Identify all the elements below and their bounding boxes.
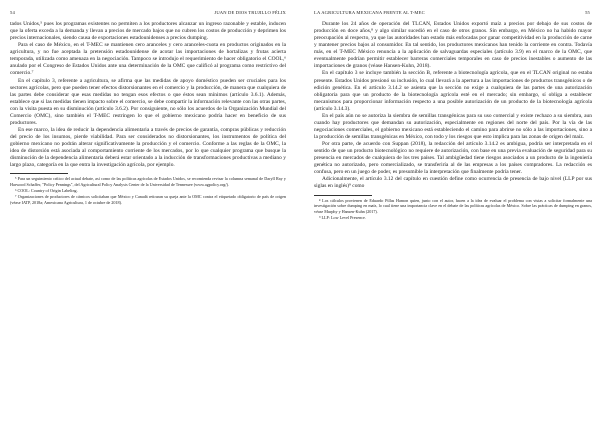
footnote: ⁷ Organizaciones de productores de cárnicos solicitaban que México y Canadá retiraran su queja ante la OMC contra el etiquetado obligatorio de país de origen (véase IATP, 2018a; Amexicana Agricultura, 1 de octubre de 2018). xyxy=(10,194,286,205)
footnote: ⁶ COOL: Country of Origin Labeling. xyxy=(15,188,78,194)
footnotes xyxy=(10,176,286,205)
footnote-rule xyxy=(314,195,372,196)
paragraph: En el capítulo 3 se incluye también la sección B, referente a biotecnología agrícola, que en el TLCAN original no estaba presente. Estados Unidos presionó su inclusión, lo cual llevará a la apertura a las importaciones de productos transgénicos o de edición genética. En el artículo 3.14.2 se asienta que la sección no exige a cualquiera de las partes de una autorización obligatoria para que un producto de la biotecnología agrícola esté en el mercado; sin embargo, sí obliga a establecer mecanismos para proporcionar información respecto a una posible autorización de un producto de la biotecnología agrícola (artículo 3.14.3). xyxy=(314,70,592,112)
paragraph: tados Unidos,⁵ pues los programas existentes no permiten a los productores alcanzar un ingreso razonable y estable, inducen que la oferta exceda a la demanda y llevan a precios de mercado bajos que no cubren los costos de producción y deprimen los precios internacionales, siendo causa de exportaciones estadounidenses a precios dumping. xyxy=(10,21,286,42)
footnote: ⁸ Los cálculos provienen de Eduardo Pillas Hamon quien, junto con el autor, hacen a la idea de evaluar el problema con vistas a solicitar formalmente una investigación sobre dumping en maíz, lo cual tiene una importancia clave en el debate de las políticas agrícolas de México. Sobre las prácticas de dumping en granos, véase Murphy y Hansen-Kuhn (2017). xyxy=(314,197,592,214)
footnotes xyxy=(314,198,592,221)
running-head: JUAN DE DIOS TRUJILLO FÉLIX xyxy=(214,10,286,15)
running-head: LA AGRICULTURA MEXICANA FRENTE AL T-MEC xyxy=(314,10,425,15)
paragraph: En ese marco, la idea de reducir la dependencia alimentaria a través de precios de garantía, compras públicas y reducción del precio de los insumos, pierde viabilidad. Para ser considerados no distorsionantes, los instrumentos de política del gobierno mexicano no podrán alterar significativamente la producción y el comercio. Conforme a las reglas de la OMC, la idea de distorsión está asociada al comportamiento corriente de los mercados, por lo que cualquier programa que busque la disminución de la dependencia alimentaria deberá estar orientado a la inducción de transformaciones productivas a mediano y largo plazo, categoría en la que entra la investigación agrícola, por ejemplo. xyxy=(10,126,286,169)
footnote-rule xyxy=(10,173,68,174)
paragraph: Adicionalmente, el artículo 3.12 del capítulo en cuestión define como ocurrencia de presencia de bajo nivel (LLP por sus siglas en inglés)⁹ como xyxy=(314,176,592,190)
page-number: 54 xyxy=(10,10,15,15)
right-page xyxy=(300,0,600,431)
body-text xyxy=(10,21,286,169)
footnote: ⁹ LLP: Low Level Presence. xyxy=(319,214,366,220)
body-text xyxy=(314,21,592,191)
footnote: ⁵ Para un seguimiento crítico del actual debate, así como de las políticas agrícolas de Estados Unidos, se recomienda revisar la columna semanal de Daryll Ray y Harwood Schaffer, "Policy Pennings", del Agricultural Policy Analysis Center de la Universidad de Tennessee (www.agpolicy.org/). xyxy=(10,176,286,187)
page-number: 55 xyxy=(585,10,590,15)
paragraph: En el país aún no se autoriza la siembra de semillas transgénicas para su uso comercial y existe rechazo a su siembra, aun cuando hay productores que demandan su autorización, especialmente en regiones del norte del país. Por la vía de las negociaciones comerciales, el gobierno mexicano está estableciendo el camino para abrirse no sólo a las importaciones, sino a la producción de semillas transgénicas en México, con todo y los riesgos que esto implica para las zonas de origen del maíz. xyxy=(314,112,592,140)
paragraph: Durante los 24 años de operación del TLCAN, Estados Unidos exportó maíz a precios por debajo de sus costos de producción en doce años,⁸ y algo similar sucedió en el caso de otros granos. Sin embargo, en México no ha habido mayor preocupación al respecto, ya que las autoridades han estado más enfocadas por ganar competitividad en la producción de carne y mantener precios bajos al consumidor. En tal sentido, los productores mexicanos han tenido la corriente en contra. Todavía más, en el T-MEC México renuncia a la aplicación de salvaguardas especiales (artículo 3.9) en el marco de la OMC, que eventualmente podrían permitir establecer barreras comerciales temporales en caso de precios inestables o aumento de las importaciones de granos (véase Hansen-Kuhn, 2018). xyxy=(314,21,592,70)
paragraph: Por otra parte, de acuerdo con Suppan (2018), la redacción del artículo 3.14.2 es ambigua, podría ser interpretada en el sentido de que un producto biotecnológico no requiere de autorización, con base en una previa evaluación de seguridad para su presencia en mercados de cualquiera de los tres países. Tal ambigüedad tiene riesgos asociados a un producto de la ingeniería genética no autorizado, pero comercializado, se transferiría al de las empresas a los países compradores. La redacción es confusa, pero en un juego de poder, es presumible la interpretación que finalmente podría tener. xyxy=(314,141,592,176)
paragraph: En el capítulo 3, referente a agricultura, se afirma que las medidas de apoyo doméstico pueden ser cruciales para los sectores agrícolas, pero que pueden tener efectos distorsionantes en el comercio y la producción, de manera que cualquiera de las partes debe considerar que esas medidas no tengan esos efectos o que éstos sean mínimos (artículo 3.6.1). Además, establece que si las medidas tienen impacto sobre el comercio, se debe compartir la información relevante con las otras partes, con la visita puesta en su disminución (artículo 3.6.2). Por consiguiente, no sólo los acuerdos de la Organización Mundial del Comercio (OMC), sino también el T-MEC restringen lo que el gobierno mexicano podría hacer en beneficio de sus productores. xyxy=(10,77,286,126)
paragraph: Para el caso de México, en el T-MEC se mantienen cero aranceles y cero aranceles-cuota en productos originados en la agricultura, y no fue aceptada la pretensión estadounidense de acotar las importaciones de hortalizas y frutas acierta temporada, utilizada como amenaza en la negociación. Tampoco se introdujo el requerimiento de hacer obligatorio el COOL,⁶ anulado por el Congreso de Estados Unidos ante una determinación de la OMC que calificó al programa como restrictivo del comercio.⁷ xyxy=(10,42,286,77)
